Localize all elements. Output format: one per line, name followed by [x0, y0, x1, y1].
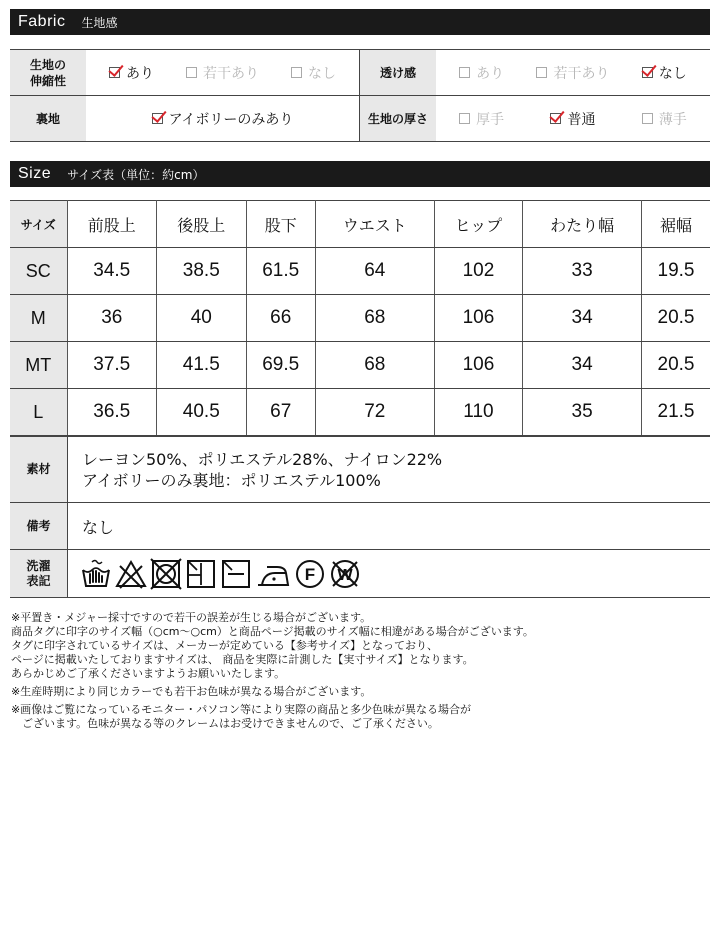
table-cell: 106: [434, 295, 523, 342]
note-line: ページに掲載いたしておりますサイズは、 商品を実際に計測した【実寸サイズ】となります。: [11, 653, 474, 666]
table-cell: 21.5: [641, 389, 710, 436]
checkbox-checked-icon: [152, 113, 163, 124]
column-header: ウエスト: [315, 201, 434, 248]
table-cell: 69.5: [246, 342, 315, 389]
low-iron-icon: [255, 558, 291, 590]
checkbox-empty-icon: [642, 113, 653, 124]
table-cell: 102: [434, 248, 523, 295]
size-header-row: [10, 201, 710, 248]
hand-wash-icon: [80, 558, 112, 590]
stretch-option-yes[interactable]: あり: [86, 63, 177, 83]
stretch-option-slight[interactable]: 若干あり: [177, 63, 268, 83]
table-cell: 37.5: [67, 342, 157, 389]
column-header: わたり幅: [523, 201, 642, 248]
checkbox-checked-icon: [109, 67, 120, 78]
column-header: 前股上: [67, 201, 157, 248]
checkbox-empty-icon: [536, 67, 547, 78]
sheer-option-yes[interactable]: あり: [436, 63, 527, 83]
dry-clean-f-icon: [294, 558, 326, 590]
table-cell: 34: [523, 342, 642, 389]
sheerness-label: 透け感: [360, 50, 436, 95]
sheer-option-none[interactable]: なし: [619, 63, 710, 83]
material-line: アイボリーのみ裏地：ポリエステル100%: [82, 470, 381, 490]
note-line: 商品タグに印字のサイズ幅（○cm〜○cm）と商品ページ掲載のサイズ幅に相違がある場合がございます。: [11, 625, 534, 638]
table-row: [10, 389, 710, 436]
material-value: [67, 437, 710, 502]
checkbox-empty-icon: [459, 113, 470, 124]
table-cell: 34: [523, 295, 642, 342]
table-cell: 19.5: [641, 248, 710, 295]
fabric-header: [10, 9, 710, 35]
note-line: タグに印字されているサイズは、メーカーが定めている【参考サイズ】となっており、: [11, 639, 439, 652]
table-cell: 40: [157, 295, 247, 342]
flat-dry-icon: [220, 558, 252, 590]
material-row: [10, 437, 710, 503]
sheerness-options: [436, 50, 710, 95]
checkbox-empty-icon: [186, 67, 197, 78]
thickness-option-thick[interactable]: 厚手: [436, 109, 527, 129]
table-cell: 20.5: [641, 342, 710, 389]
notes: [11, 611, 711, 731]
column-header: 裾幅: [641, 201, 710, 248]
care-row: [10, 550, 710, 598]
table-cell: 61.5: [246, 248, 315, 295]
fabric-row-lining: [10, 96, 710, 142]
size-header: [10, 161, 710, 187]
table-cell: 72: [315, 389, 434, 436]
material-line: レーヨン50%、ポリエステル28%、ナイロン22%: [82, 449, 443, 469]
note-line: ※生産時期により同じカラーでも若干お色味が異なる場合がございます。: [11, 685, 372, 698]
checkbox-empty-icon: [291, 67, 302, 78]
lining-label: 裏地: [10, 96, 86, 141]
sheer-option-slight[interactable]: 若干あり: [527, 63, 618, 83]
size-label: SC: [10, 248, 67, 295]
thickness-option-thin[interactable]: 薄手: [619, 109, 710, 129]
table-cell: 38.5: [157, 248, 247, 295]
table-cell: 35: [523, 389, 642, 436]
checkbox-empty-icon: [459, 67, 470, 78]
fabric-table: [10, 49, 710, 142]
remarks-value: なし: [67, 503, 710, 549]
column-header: ヒップ: [434, 201, 523, 248]
stretch-label: 生地の 伸縮性: [10, 50, 86, 95]
fabric-subtitle: 生地感: [81, 15, 118, 30]
material-label: 素材: [10, 437, 67, 502]
table-cell: 33: [523, 248, 642, 295]
table-cell: 20.5: [641, 295, 710, 342]
checkbox-checked-icon: [550, 113, 561, 124]
no-tumble-dry-icon: [150, 558, 182, 590]
table-row: [10, 342, 710, 389]
note-line: ※平置き・メジャー採寸ですので若干の誤差が生じる場合がございます。: [11, 611, 372, 624]
no-wet-clean-icon: [329, 558, 361, 590]
table-cell: 41.5: [157, 342, 247, 389]
table-cell: 110: [434, 389, 523, 436]
size-corner-label: サイズ: [10, 201, 67, 248]
info-table: [10, 435, 710, 598]
checkbox-checked-icon: [642, 67, 653, 78]
care-symbols: [67, 550, 710, 597]
table-cell: 66: [246, 295, 315, 342]
care-label: 洗濯 表記: [10, 550, 67, 597]
table-cell: 36.5: [67, 389, 157, 436]
table-cell: 67: [246, 389, 315, 436]
table-cell: 34.5: [67, 248, 157, 295]
fabric-title: Fabric: [18, 13, 66, 30]
table-cell: 68: [315, 295, 434, 342]
thickness-options: [436, 96, 710, 141]
no-bleach-icon: [115, 558, 147, 590]
svg-text:F: F: [304, 564, 316, 584]
table-row: [10, 248, 710, 295]
column-header: 股下: [246, 201, 315, 248]
svg-text:W: W: [337, 566, 353, 584]
size-title: Size: [18, 165, 52, 182]
table-cell: 68: [315, 342, 434, 389]
size-label: L: [10, 389, 67, 436]
thickness-label: 生地の厚さ: [360, 96, 436, 141]
lining-options: [86, 96, 360, 141]
size-table: [10, 200, 710, 436]
table-row: [10, 295, 710, 342]
table-cell: 64: [315, 248, 434, 295]
fabric-row-stretch: [10, 50, 710, 96]
table-cell: 40.5: [157, 389, 247, 436]
table-cell: 36: [67, 295, 157, 342]
remarks-label: 備考: [10, 503, 67, 549]
column-header: 後股上: [157, 201, 247, 248]
table-cell: 106: [434, 342, 523, 389]
line-dry-shade-icon: [185, 558, 217, 590]
note-line: ※画像はご覧になっているモニター・パソコン等により実際の商品と多少色味が異なる場合が: [11, 703, 471, 716]
thickness-option-normal[interactable]: 普通: [527, 109, 618, 129]
size-label: M: [10, 295, 67, 342]
stretch-options: [86, 50, 360, 95]
note-line: あらかじめご了承くださいますようお願いいたします。: [11, 667, 286, 680]
note-line: ございます。色味が異なる等のクレームはお受けできませんので、ご了承ください。: [11, 717, 439, 730]
lining-option-ivory[interactable]: アイボリーのみあり: [86, 109, 359, 129]
size-label: MT: [10, 342, 67, 389]
size-subtitle: サイズ表（単位：約cm）: [67, 167, 205, 182]
stretch-option-none[interactable]: なし: [268, 63, 359, 83]
remarks-row: [10, 503, 710, 550]
